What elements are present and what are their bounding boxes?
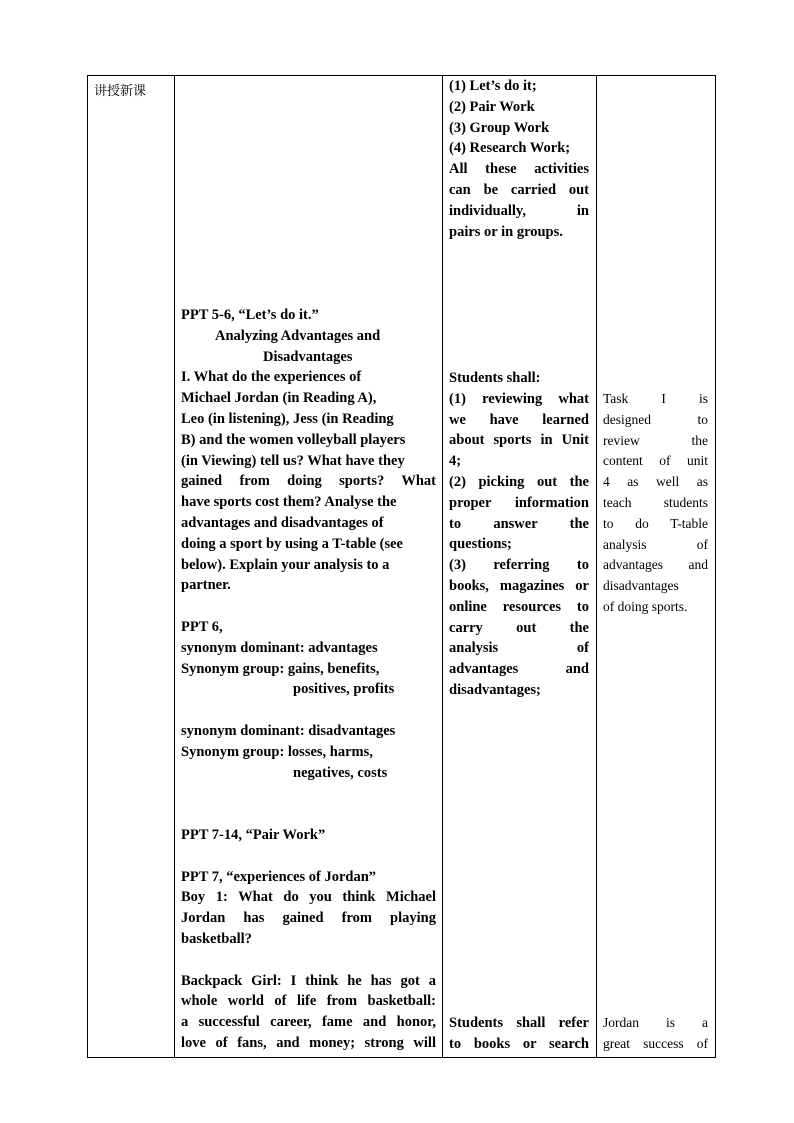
activity-item: (1) Let’s do it; xyxy=(449,78,537,94)
notes-line: great success of xyxy=(603,1035,708,1051)
row-label-cell xyxy=(88,76,175,1058)
notes-line: designed to xyxy=(603,411,708,427)
table-row xyxy=(88,76,716,1058)
step-line: books, magazines or xyxy=(449,577,589,594)
step-line: online resources to xyxy=(449,598,589,615)
design-notes-cell xyxy=(597,76,716,1058)
step-line: to answer the xyxy=(449,515,589,532)
task-I-line: Leo (in listening), Jess (in Reading xyxy=(181,410,394,427)
activity-item: (4) Research Work; xyxy=(449,140,571,157)
synonym-group-disadvantages-cont: negatives, costs xyxy=(293,764,388,781)
task-I-line: below). Explain your analysis to a xyxy=(181,556,390,573)
task-I-line: I. What do the experiences of xyxy=(181,369,362,386)
girl-line: whole world of life from basketball: xyxy=(181,993,436,1010)
notes-line: to do T-table xyxy=(603,515,708,531)
step-line: disadvantages; xyxy=(449,681,541,698)
synonym-dominant-advantages: synonym dominant: advantages xyxy=(181,639,378,656)
task-I-line: gained from doing sports? What xyxy=(181,473,436,490)
lesson-plan-table xyxy=(87,75,716,1058)
step-line: analysis of xyxy=(449,640,589,657)
students-shall-block xyxy=(449,368,589,701)
girl-line: Backpack Girl: I think he has got a xyxy=(181,972,436,989)
boy1-line: Jordan has gained from playing xyxy=(181,910,436,927)
teaching-content-cell xyxy=(175,76,443,1058)
notes-line: content of unit xyxy=(603,453,708,469)
synonym-dominant-disadvantages: synonym dominant: disadvantages xyxy=(181,722,396,739)
notes-line: advantages and xyxy=(603,557,708,573)
step-line: questions; xyxy=(449,536,512,553)
step-line: proper information xyxy=(449,494,589,511)
step-line: (1) reviewing what xyxy=(449,390,589,407)
step-line: advantages and xyxy=(449,661,589,678)
all-activities-line: All these activities xyxy=(449,161,589,178)
task-I-line: B) and the women volleyball players xyxy=(181,431,406,448)
students-shall-heading: Students shall: xyxy=(449,370,541,386)
notes-line: 4 as well as xyxy=(603,474,708,490)
notes-line: analysis of xyxy=(603,536,708,552)
task-I-line: doing a sport by using a T-table (see xyxy=(181,535,403,552)
ppt-5-6-subtitle-1: Analyzing Advantages and xyxy=(215,327,381,344)
research-line: to books or search xyxy=(449,1035,589,1052)
activity-item: (2) Pair Work xyxy=(449,98,535,115)
task-I-line: advantages and disadvantages of xyxy=(181,514,384,531)
notes-line: of doing sports. xyxy=(603,598,688,614)
step-line: 4; xyxy=(449,453,462,470)
notes-line: review the xyxy=(603,432,708,448)
notes-line: teach students xyxy=(603,494,708,510)
all-activities-line: pairs or in groups. xyxy=(449,223,563,240)
synonym-group-advantages: Synonym group: gains, benefits, xyxy=(181,660,380,677)
task-I-line: Michael Jordan (in Reading A), xyxy=(181,390,377,407)
research-block xyxy=(449,1013,589,1055)
synonym-group-disadvantages: Synonym group: losses, harms, xyxy=(181,743,373,760)
step-line: (3) referring to xyxy=(449,557,589,574)
row-label: 讲授新课 xyxy=(94,84,147,99)
ppt-5-6-block xyxy=(181,305,436,596)
task-I-line: have sports cost them? Analyse the xyxy=(181,494,397,511)
notes-line: disadvantages xyxy=(603,578,679,594)
all-activities-line: can be carried out xyxy=(449,181,589,198)
notes-line: Task I is xyxy=(603,391,708,406)
task-I-line: partner. xyxy=(181,577,231,594)
step-line: we have learned xyxy=(449,411,589,428)
notes-line: Jordan is a xyxy=(603,1015,708,1030)
step-line: (2) picking out the xyxy=(449,473,589,490)
activity-item: (3) Group Work xyxy=(449,119,550,136)
student-activity-cell xyxy=(443,76,597,1058)
ppt-7-title: PPT 7, “experiences of Jordan” xyxy=(181,868,377,885)
girl-line: a successful career, fame and honor, xyxy=(181,1014,436,1031)
ppt-6-label: PPT 6, xyxy=(181,619,223,635)
activities-block xyxy=(449,76,589,242)
task-I-line: (in Viewing) tell us? What have they xyxy=(181,452,405,469)
research-line: Students shall refer xyxy=(449,1015,589,1031)
synonym-block xyxy=(181,617,436,783)
jordan-notes-block xyxy=(603,1013,708,1055)
task-I-notes-block xyxy=(603,389,708,618)
ppt-5-6-title: PPT 5-6, “Let’s do it.” xyxy=(181,307,319,323)
ppt-5-6-subtitle-2: Disadvantages xyxy=(263,348,353,365)
boy1-line: Boy 1: What do you think Michael xyxy=(181,889,436,906)
boy1-line: basketball? xyxy=(181,930,252,947)
all-activities-line: individually, in xyxy=(449,202,589,219)
synonym-group-advantages-cont: positives, profits xyxy=(293,681,395,698)
girl-line: love of fans, and money; strong will xyxy=(181,1034,436,1051)
ppt-7-14-title: PPT 7-14, “Pair Work” xyxy=(181,827,326,843)
step-line: about sports in Unit xyxy=(449,432,589,449)
pair-work-block xyxy=(181,825,436,1054)
step-line: carry out the xyxy=(449,619,589,636)
